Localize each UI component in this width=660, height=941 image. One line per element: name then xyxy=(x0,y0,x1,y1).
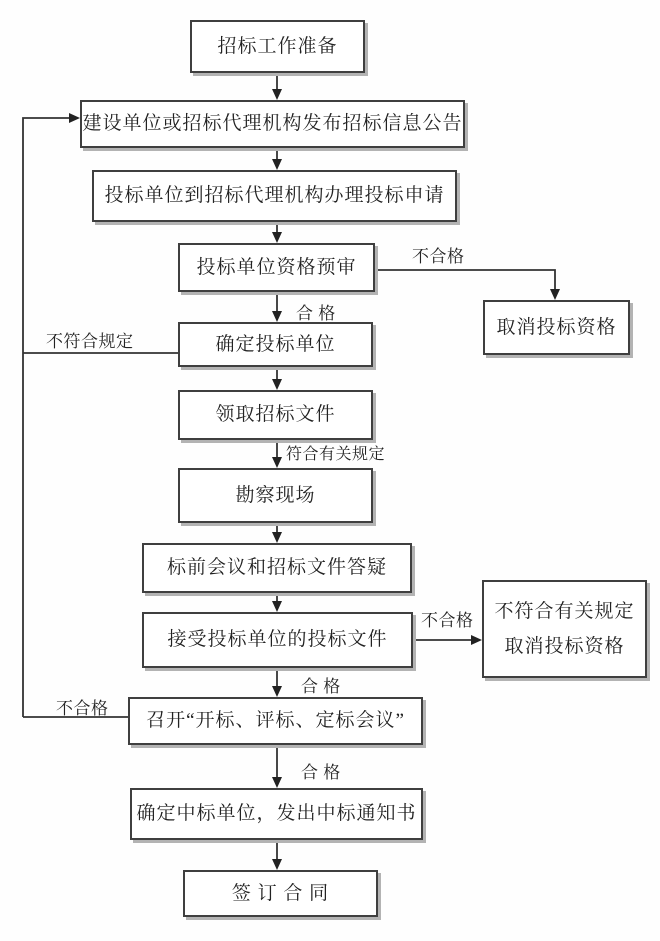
edge-label-unqualified-mid: 不合格 xyxy=(421,611,474,630)
flow-node-label: 接受投标单位的投标文件 xyxy=(167,629,388,651)
flow-node-cancel-qualification xyxy=(483,300,630,355)
flow-node-label: 投标单位到招标代理机构办理投标申请 xyxy=(104,185,445,207)
edge-label-conform-rules: 符合有关规定 xyxy=(286,446,386,463)
edge-label-unqualified-left: 不合格 xyxy=(56,699,109,718)
flow-node-label-line1: 不符合有关规定 xyxy=(494,600,635,622)
branch-unqualified-mid xyxy=(413,635,482,645)
flow-node-confirm-bidders xyxy=(178,322,373,367)
flow-node-label: 勘察现场 xyxy=(235,484,316,506)
edge-label-not-conforming: 不符合规定 xyxy=(46,332,134,351)
flow-node-label: 确定中标单位，发出中标通知书 xyxy=(136,803,417,825)
flow-node-label: 投标单位资格预审 xyxy=(196,256,357,278)
flow-node-label: 取消投标资格 xyxy=(496,316,617,338)
flow-node-award-notice xyxy=(130,788,423,840)
flow-node-label: 招标工作准备 xyxy=(217,35,338,57)
flow-node-prequalify xyxy=(178,243,375,292)
flow-node-announce xyxy=(80,100,465,148)
flow-node-label: 领取招标文件 xyxy=(215,404,336,426)
flow-node-accept-bids xyxy=(142,612,413,668)
flow-node-label: 召开“开标、评标、定标会议” xyxy=(146,710,405,732)
edge-label-qualified-2: 合 格 xyxy=(301,677,341,696)
edge-label-qualified-1: 合 格 xyxy=(296,304,336,323)
flow-node-site-survey xyxy=(178,468,373,523)
flow-node-label-line2: 取消投标资格 xyxy=(504,635,625,657)
flow-node-bid-opening-meeting xyxy=(128,697,423,745)
flow-node-apply xyxy=(92,170,457,222)
flow-node-cancel-qualification-2 xyxy=(482,580,647,678)
flow-node-label: 确定投标单位 xyxy=(215,333,336,355)
flow-node-collect-documents xyxy=(178,390,373,440)
flow-node-label: 标前会议和招标文件答疑 xyxy=(166,557,387,579)
flow-node-pre-bid-meeting xyxy=(142,543,412,593)
flow-node-sign-contract xyxy=(183,870,378,917)
branch-unqualified-top xyxy=(375,270,560,300)
flow-node-label: 建设单位或招标代理机构发布招标信息公告 xyxy=(82,113,463,135)
flow-node-prepare xyxy=(190,20,365,73)
edge-label-unqualified-top: 不合格 xyxy=(412,247,465,266)
edge-label-qualified-3: 合 格 xyxy=(301,763,341,782)
flow-node-label: 签 订 合 同 xyxy=(231,882,330,904)
